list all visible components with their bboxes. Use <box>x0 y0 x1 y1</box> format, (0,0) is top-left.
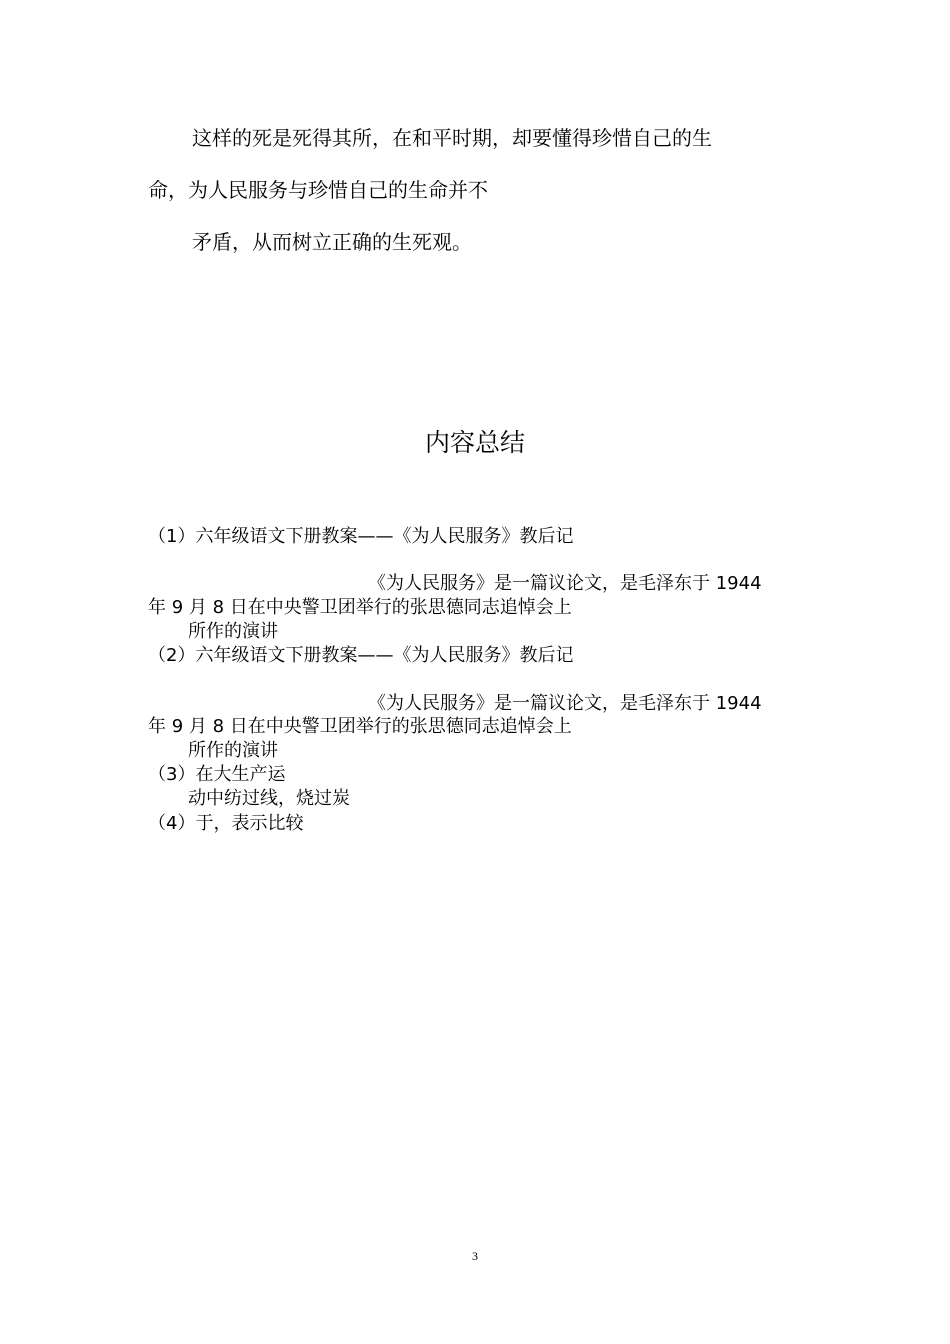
intro-line-3: 矛盾，从而树立正确的生死观。 <box>192 230 472 254</box>
summary-item-2-desc-line-3: 所作的演讲 <box>188 740 278 761</box>
summary-item-2-desc-line-1: 《为人民服务》是一篇议论文，是毛泽东于 1944 <box>368 693 762 714</box>
page-number: 3 <box>472 1249 478 1263</box>
summary-item-3-line-1: （3）在大生产运 <box>148 764 286 785</box>
summary-item-3-line-2: 动中纺过线，烧过炭 <box>188 788 350 809</box>
summary-item-2-heading: （2）六年级语文下册教案——《为人民服务》教后记 <box>148 645 574 666</box>
summary-title: 内容总结 <box>424 428 525 457</box>
summary-item-1-desc-line-3: 所作的演讲 <box>188 621 278 642</box>
summary-item-4-line-1: （4）于，表示比较 <box>148 813 304 834</box>
intro-line-1: 这样的死是死得其所，在和平时期，却要懂得珍惜自己的生 <box>192 126 712 150</box>
summary-item-1-heading: （1）六年级语文下册教案——《为人民服务》教后记 <box>148 526 574 547</box>
summary-item-1-desc-line-1: 《为人民服务》是一篇议论文，是毛泽东于 1944 <box>368 573 762 594</box>
summary-item-1-desc-line-2: 年 9 月 8 日在中央警卫团举行的张思德同志追悼会上 <box>148 597 572 618</box>
summary-item-2-desc-line-2: 年 9 月 8 日在中央警卫团举行的张思德同志追悼会上 <box>148 716 572 737</box>
intro-line-2: 命，为人民服务与珍惜自己的生命并不 <box>148 178 488 202</box>
